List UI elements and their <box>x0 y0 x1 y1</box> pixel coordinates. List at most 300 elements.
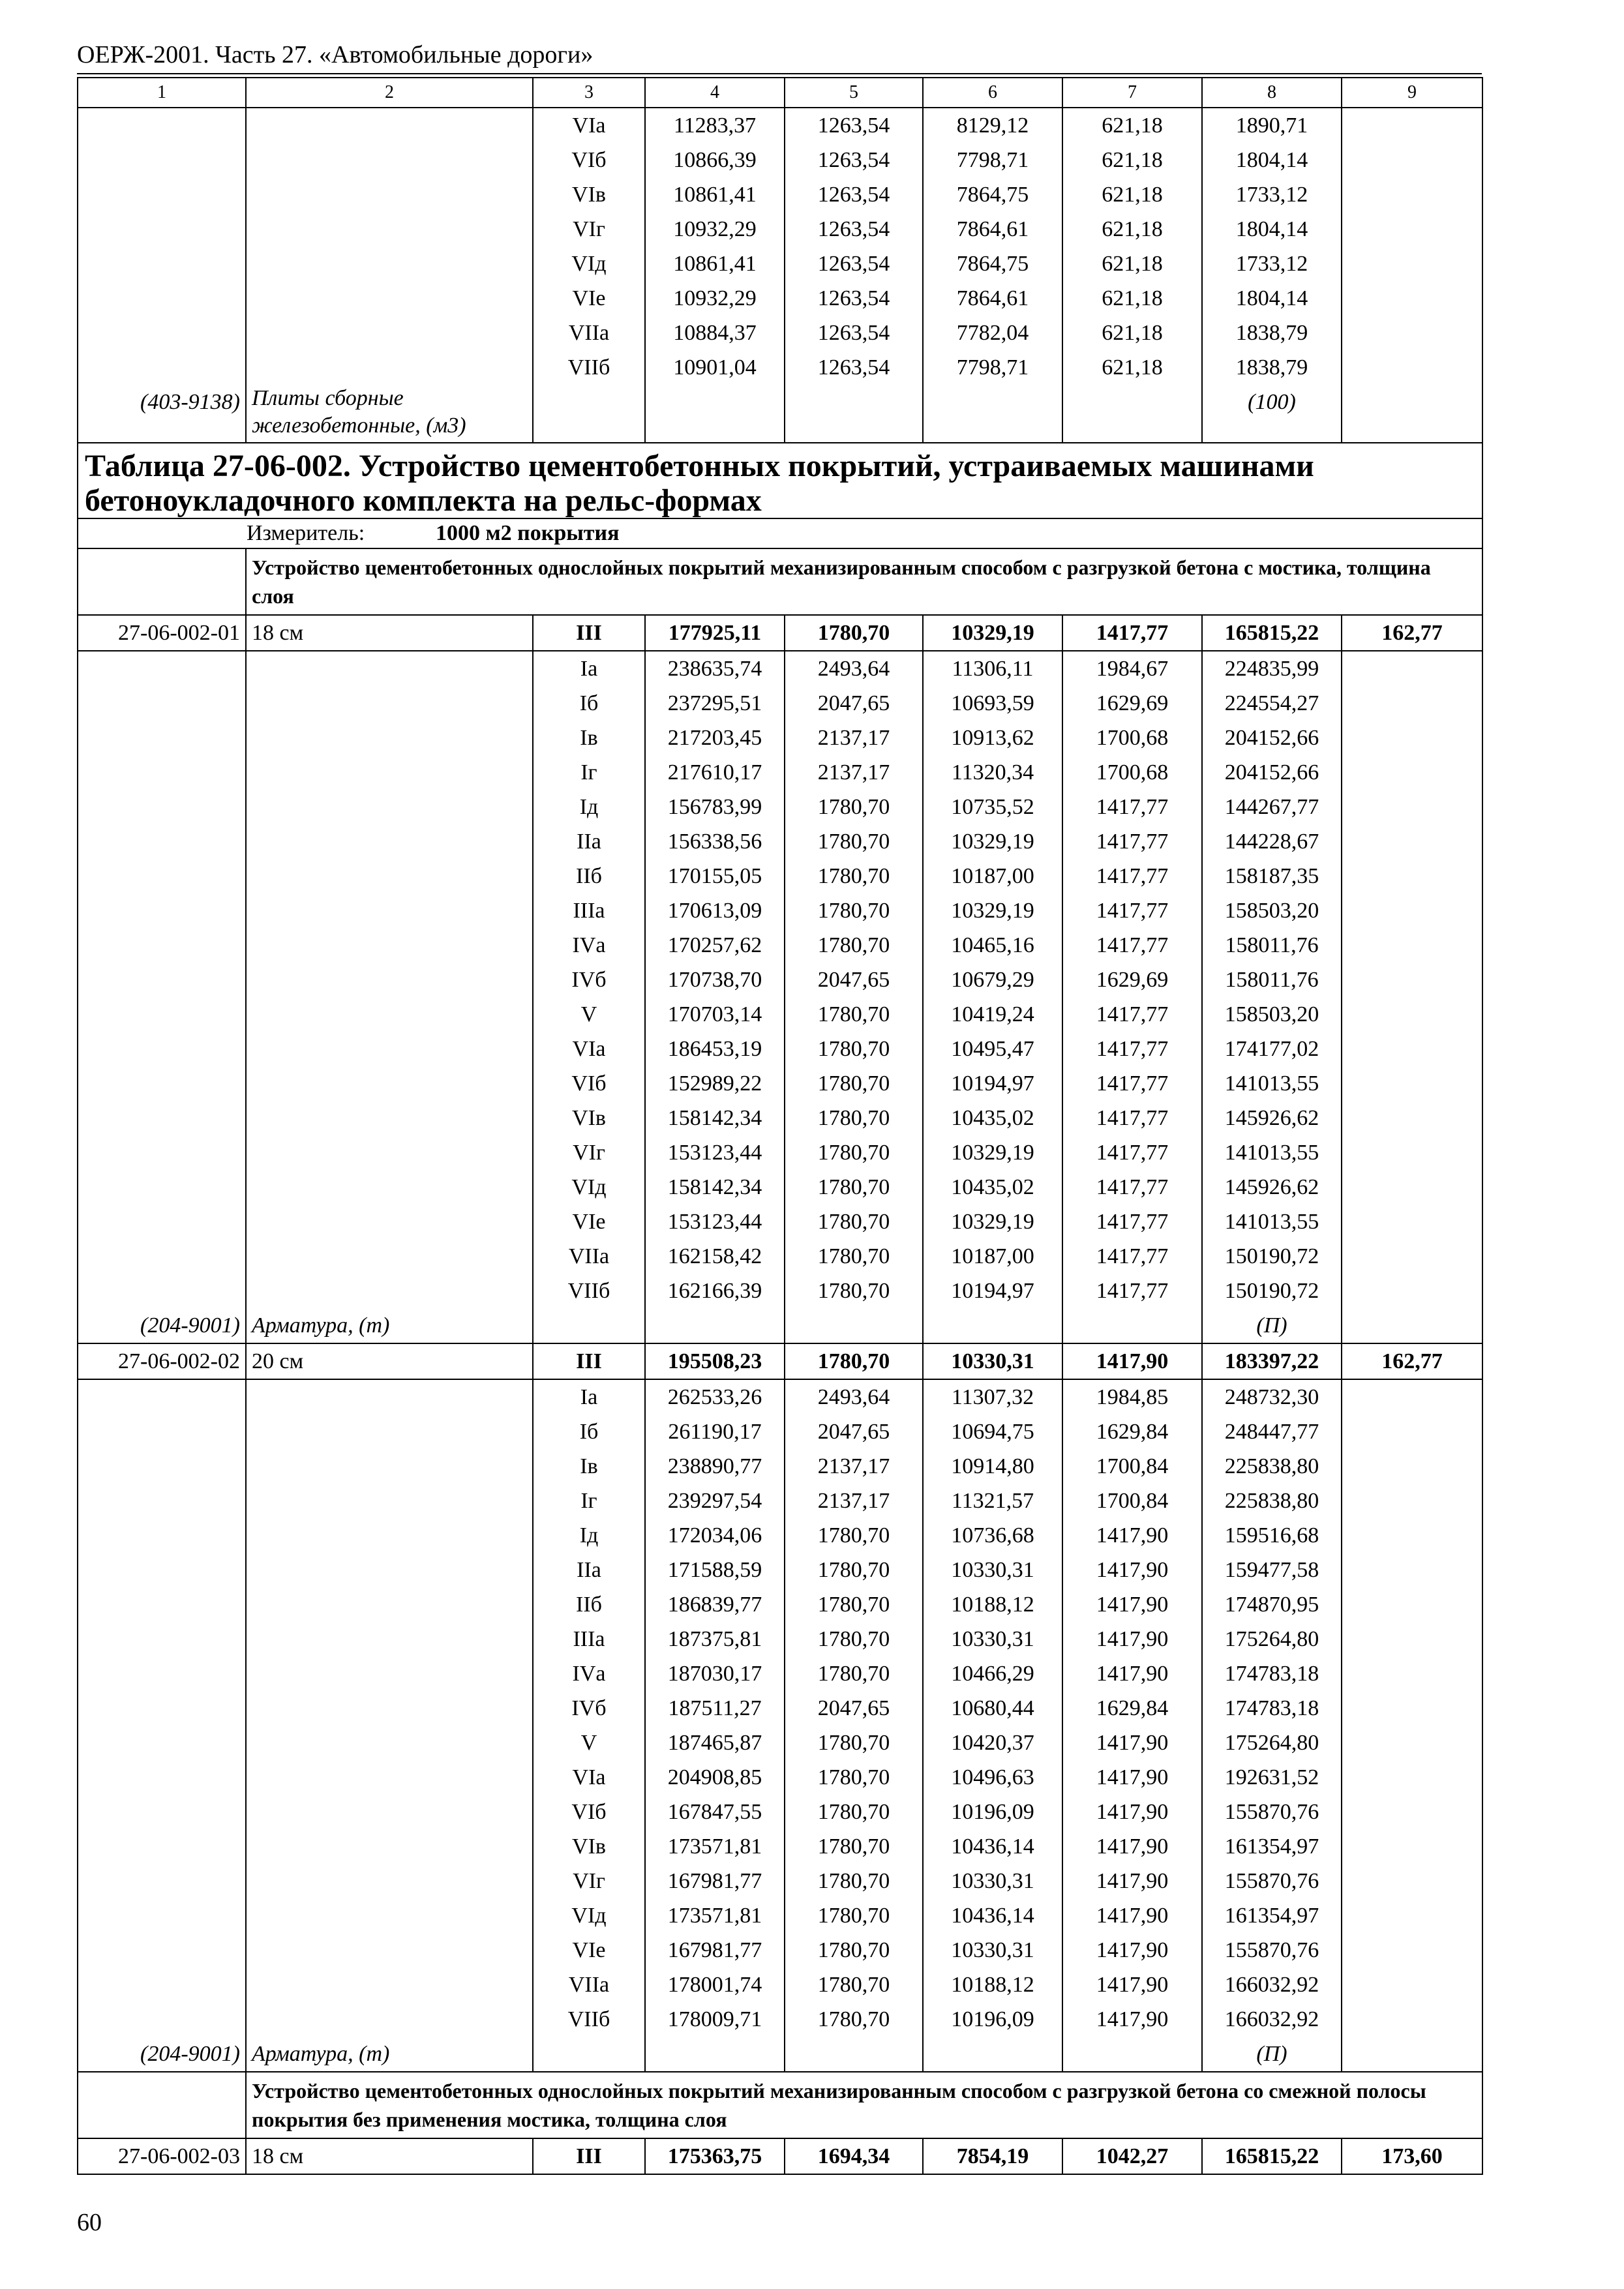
value-cell: 1417,90 <box>1062 1656 1202 1691</box>
table-row <box>78 1239 1482 1274</box>
value-cell: 159477,58 <box>1202 1553 1342 1587</box>
value-cell: 621,18 <box>1062 281 1202 316</box>
value-cell: 10495,47 <box>923 1032 1062 1066</box>
table-row <box>78 212 1482 247</box>
value-cell: 7864,61 <box>923 212 1062 247</box>
name-cell <box>246 1795 533 1829</box>
value-cell: 1263,54 <box>785 350 923 385</box>
value-cell <box>785 385 923 443</box>
value-cell: 2047,65 <box>785 1414 923 1449</box>
value-cell: 1417,77 <box>1062 1170 1202 1204</box>
table-row <box>78 1656 1482 1691</box>
column-number: 4 <box>645 78 785 108</box>
value-cell: 1780,70 <box>785 893 923 928</box>
value-cell: 170155,05 <box>645 859 785 893</box>
value-cell: 167847,55 <box>645 1795 785 1829</box>
name-cell <box>246 790 533 824</box>
value-cell: 621,18 <box>1062 177 1202 212</box>
value-cell: 621,18 <box>1062 350 1202 385</box>
value-cell: 1417,90 <box>1062 1587 1202 1622</box>
value-cell: 1780,70 <box>785 1864 923 1898</box>
name-cell <box>246 1274 533 1308</box>
code-cell <box>78 1622 246 1656</box>
table-row <box>78 1967 1482 2002</box>
value-cell <box>785 1308 923 1343</box>
labor-cell <box>1342 1032 1482 1066</box>
value-cell: 167981,77 <box>645 1864 785 1898</box>
value-cell: 1417,77 <box>1062 1239 1202 1274</box>
zone-cell: VIIа <box>533 1239 645 1274</box>
value-cell: 10187,00 <box>923 1239 1062 1274</box>
labor-cell <box>1342 859 1482 893</box>
zone-cell: IVб <box>533 1691 645 1726</box>
value-cell: 225838,80 <box>1202 1484 1342 1518</box>
value-cell: 1042,27 <box>1062 2138 1202 2174</box>
measure-value: 1000 м2 покрытия <box>436 521 620 545</box>
code-cell <box>78 316 246 350</box>
value-cell: 217203,45 <box>645 721 785 755</box>
empty-cell <box>78 548 246 615</box>
material-name-line: железобетонные, (м3) <box>252 413 466 438</box>
value-cell: 10466,29 <box>923 1656 1062 1691</box>
labor-cell <box>1342 651 1482 686</box>
value-cell: 177925,11 <box>645 615 785 651</box>
zone-cell: VIе <box>533 1204 645 1239</box>
value-cell: 7864,75 <box>923 247 1062 281</box>
material-name-line: Плиты сборные <box>252 386 404 410</box>
labor-cell <box>1342 893 1482 928</box>
value-cell: 2047,65 <box>785 1691 923 1726</box>
zone-cell: VIе <box>533 1933 645 1967</box>
value-cell <box>923 2037 1062 2072</box>
code-cell <box>78 1170 246 1204</box>
value-cell: 10330,31 <box>923 1343 1062 1379</box>
value-cell: 1700,68 <box>1062 721 1202 755</box>
zone-cell: VIIа <box>533 316 645 350</box>
zone-cell: Iа <box>533 651 645 686</box>
zone-cell: III <box>533 1343 645 1379</box>
zone-cell: VIв <box>533 1829 645 1864</box>
labor-cell <box>1342 1967 1482 2002</box>
table-row <box>78 1553 1482 1587</box>
name-cell <box>246 247 533 281</box>
table-row <box>78 963 1482 997</box>
item-code: 27-06-002-03 <box>78 2138 246 2174</box>
table-title: Таблица 27-06-002. Устройство цементобетонных покрытий, устраиваемых машинами бетоноукладочного комплекта на рельс-формах <box>78 443 1482 518</box>
value-cell: 1780,70 <box>785 1518 923 1553</box>
value-cell: 158011,76 <box>1202 963 1342 997</box>
value-cell: 158011,76 <box>1202 928 1342 963</box>
value-cell: 172034,06 <box>645 1518 785 1553</box>
value-cell: 1780,70 <box>785 1587 923 1622</box>
value-cell: 1263,54 <box>785 247 923 281</box>
value-cell: 141013,55 <box>1202 1135 1342 1170</box>
value-cell: 11283,37 <box>645 108 785 143</box>
value-cell: 10694,75 <box>923 1414 1062 1449</box>
name-cell <box>246 1587 533 1622</box>
value-cell: 1700,68 <box>1062 755 1202 790</box>
table-row <box>78 651 1482 686</box>
value-cell: 1780,70 <box>785 1967 923 2002</box>
table-row <box>78 1829 1482 1864</box>
column-number: 9 <box>1342 78 1482 108</box>
value-cell: 1417,77 <box>1062 824 1202 859</box>
table-row <box>78 1691 1482 1726</box>
value-cell: 1417,90 <box>1062 1518 1202 1553</box>
value-cell: 1780,70 <box>785 1101 923 1135</box>
section-note: Устройство цементобетонных однослойных покрытий механизированным способом с разгрузкой бетона с мостика, толщина слоя <box>246 548 1482 615</box>
value-cell <box>533 1308 645 1343</box>
zone-cell: VIд <box>533 1170 645 1204</box>
value-cell: 1780,70 <box>785 1343 923 1379</box>
code-cell <box>78 1032 246 1066</box>
name-cell <box>246 2002 533 2037</box>
labor-cell <box>1342 1204 1482 1239</box>
name-cell <box>246 686 533 721</box>
column-number: 8 <box>1202 78 1342 108</box>
zone-cell: Iв <box>533 1449 645 1484</box>
labor-cell <box>1342 316 1482 350</box>
value-cell: 1780,70 <box>785 1656 923 1691</box>
value-cell: 238635,74 <box>645 651 785 686</box>
value-cell: 1780,70 <box>785 1170 923 1204</box>
value-cell: 162158,42 <box>645 1239 785 1274</box>
empty-cell <box>78 2072 246 2138</box>
value-cell: 1417,90 <box>1062 1726 1202 1760</box>
value-cell: 10913,62 <box>923 721 1062 755</box>
value-cell: 10679,29 <box>923 963 1062 997</box>
labor-cell <box>1342 1379 1482 1414</box>
labor-cell <box>1342 1898 1482 1933</box>
code-cell <box>78 1414 246 1449</box>
code-cell <box>78 1449 246 1484</box>
code-cell <box>78 143 246 177</box>
value-cell: 7864,61 <box>923 281 1062 316</box>
name-cell <box>246 859 533 893</box>
value-cell: 174783,18 <box>1202 1691 1342 1726</box>
zone-cell: IVа <box>533 928 645 963</box>
zone-cell: Iд <box>533 790 645 824</box>
measure-row <box>78 518 1482 548</box>
value-cell: 186839,77 <box>645 1587 785 1622</box>
value-cell: 1417,77 <box>1062 893 1202 928</box>
zone-cell: Iг <box>533 1484 645 1518</box>
value-cell: 150190,72 <box>1202 1239 1342 1274</box>
value-cell: 621,18 <box>1062 247 1202 281</box>
zone-cell: VIд <box>533 247 645 281</box>
zone-cell: VIа <box>533 108 645 143</box>
page-header: ОЕРЖ-2001. Часть 27. «Автомобильные дороги» <box>77 41 594 68</box>
value-cell: 1263,54 <box>785 108 923 143</box>
value-cell: 167981,77 <box>645 1933 785 1967</box>
table-title-row <box>78 443 1482 518</box>
code-cell <box>78 1656 246 1691</box>
code-cell <box>78 859 246 893</box>
material-qty: (100) <box>1202 385 1342 443</box>
value-cell: 1733,12 <box>1202 247 1342 281</box>
value-cell: 10330,31 <box>923 1622 1062 1656</box>
value-cell <box>645 2037 785 2072</box>
code-cell <box>78 1204 246 1239</box>
labor-cell <box>1342 281 1482 316</box>
value-cell: 10680,44 <box>923 1691 1062 1726</box>
value-cell: 1417,77 <box>1062 997 1202 1032</box>
value-cell: 1417,90 <box>1062 1898 1202 1933</box>
code-cell <box>78 824 246 859</box>
table-row <box>78 824 1482 859</box>
material-code: (204-9001) <box>78 2037 246 2072</box>
value-cell: 1780,70 <box>785 824 923 859</box>
code-cell <box>78 281 246 316</box>
zone-cell: IIIа <box>533 893 645 928</box>
value-cell: 7798,71 <box>923 350 1062 385</box>
value-cell: 1417,77 <box>1062 790 1202 824</box>
zone-cell: VIг <box>533 1135 645 1170</box>
value-cell: 174177,02 <box>1202 1032 1342 1066</box>
labor-cell <box>1342 1726 1482 1760</box>
value-cell: 1263,54 <box>785 316 923 350</box>
value-cell: 174870,95 <box>1202 1587 1342 1622</box>
value-cell: 1417,90 <box>1062 1864 1202 1898</box>
value-cell: 145926,62 <box>1202 1101 1342 1135</box>
value-cell: 158503,20 <box>1202 997 1342 1032</box>
code-cell <box>78 1829 246 1864</box>
table-row <box>78 1101 1482 1135</box>
value-cell: 165815,22 <box>1202 615 1342 651</box>
labor-cell <box>1342 1587 1482 1622</box>
name-cell <box>246 928 533 963</box>
value-cell: 1780,70 <box>785 859 923 893</box>
value-cell: 187465,87 <box>645 1726 785 1760</box>
value-cell: 204908,85 <box>645 1760 785 1795</box>
code-cell <box>78 1066 246 1101</box>
value-cell: 10435,02 <box>923 1101 1062 1135</box>
value-cell: 166032,92 <box>1202 1967 1342 2002</box>
labor-cell <box>1342 824 1482 859</box>
value-cell: 1780,70 <box>785 1898 923 1933</box>
column-number: 7 <box>1062 78 1202 108</box>
value-cell: 1417,77 <box>1062 928 1202 963</box>
material-row <box>78 385 1482 443</box>
value-cell: 156783,99 <box>645 790 785 824</box>
value-cell: 10736,68 <box>923 1518 1062 1553</box>
table-row <box>78 1760 1482 1795</box>
value-cell: 621,18 <box>1062 108 1202 143</box>
value-cell: 1838,79 <box>1202 350 1342 385</box>
table-row <box>78 316 1482 350</box>
value-cell: 239297,54 <box>645 1484 785 1518</box>
item-code: 27-06-002-02 <box>78 1343 246 1379</box>
labor-cell <box>1342 1449 1482 1484</box>
value-cell: 10884,37 <box>645 316 785 350</box>
name-cell <box>246 143 533 177</box>
material-code: (403-9138) <box>78 385 246 443</box>
zone-cell: VIа <box>533 1760 645 1795</box>
labor-cell <box>1342 686 1482 721</box>
value-cell: 204152,66 <box>1202 755 1342 790</box>
value-cell: 150190,72 <box>1202 1274 1342 1308</box>
code-cell <box>78 928 246 963</box>
table-row <box>78 1795 1482 1829</box>
value-cell: 2493,64 <box>785 651 923 686</box>
value-cell: 237295,51 <box>645 686 785 721</box>
code-cell <box>78 963 246 997</box>
code-cell <box>78 2002 246 2037</box>
table-row <box>78 721 1482 755</box>
value-cell: 224554,27 <box>1202 686 1342 721</box>
value-cell <box>533 385 645 443</box>
value-cell: 2137,17 <box>785 721 923 755</box>
value-cell: 1780,70 <box>785 928 923 963</box>
value-cell: 10861,41 <box>645 177 785 212</box>
zone-cell: Iг <box>533 755 645 790</box>
value-cell: 153123,44 <box>645 1135 785 1170</box>
value-cell: 1263,54 <box>785 212 923 247</box>
table-row <box>78 1449 1482 1484</box>
labor-cell <box>1342 1553 1482 1587</box>
table-row <box>78 755 1482 790</box>
value-cell: 1780,70 <box>785 1204 923 1239</box>
value-cell <box>1062 1308 1202 1343</box>
value-cell: 1804,14 <box>1202 212 1342 247</box>
name-cell <box>246 1898 533 1933</box>
value-cell: 141013,55 <box>1202 1066 1342 1101</box>
value-cell: 1780,70 <box>785 2002 923 2037</box>
name-cell <box>246 1135 533 1170</box>
value-cell: 1700,84 <box>1062 1449 1202 1484</box>
value-cell: 1417,90 <box>1062 1553 1202 1587</box>
value-cell: 1780,70 <box>785 1032 923 1066</box>
value-cell: 183397,22 <box>1202 1343 1342 1379</box>
value-cell: 261190,17 <box>645 1414 785 1449</box>
value-cell: 158187,35 <box>1202 859 1342 893</box>
zone-cell: VIв <box>533 177 645 212</box>
value-cell <box>923 385 1062 443</box>
measure-label: Измеритель: <box>247 521 365 545</box>
value-cell: 224835,99 <box>1202 651 1342 686</box>
value-cell: 1417,77 <box>1062 1135 1202 1170</box>
value-cell: 10188,12 <box>923 1587 1062 1622</box>
value-cell: 1417,77 <box>1062 1101 1202 1135</box>
value-cell: 1417,90 <box>1062 1343 1202 1379</box>
value-cell: 10330,31 <box>923 1553 1062 1587</box>
labor-cell <box>1342 212 1482 247</box>
labor-cell <box>1342 721 1482 755</box>
value-cell: 165815,22 <box>1202 2138 1342 2174</box>
value-cell <box>645 385 785 443</box>
value-cell: 1804,14 <box>1202 281 1342 316</box>
value-cell: 1984,67 <box>1062 651 1202 686</box>
item-code: 27-06-002-01 <box>78 615 246 651</box>
column-number: 2 <box>246 78 533 108</box>
value-cell: 170257,62 <box>645 928 785 963</box>
value-cell: 7782,04 <box>923 316 1062 350</box>
item-name: 18 см <box>246 615 533 651</box>
code-cell <box>78 1239 246 1274</box>
name-cell <box>246 1484 533 1518</box>
zone-cell: IIб <box>533 859 645 893</box>
name-cell <box>246 1726 533 1760</box>
zone-cell: Iв <box>533 721 645 755</box>
labor-cell <box>1342 1864 1482 1898</box>
value-cell: 155870,76 <box>1202 1864 1342 1898</box>
value-cell <box>533 2037 645 2072</box>
table-row <box>78 686 1482 721</box>
zone-cell: VIIб <box>533 350 645 385</box>
code-cell <box>78 1484 246 1518</box>
item-name: 18 см <box>246 2138 533 2174</box>
labor-cell <box>1342 1170 1482 1204</box>
value-cell: 10735,52 <box>923 790 1062 824</box>
material-name <box>246 385 533 443</box>
value-cell: 162,77 <box>1342 615 1482 651</box>
code-cell <box>78 1553 246 1587</box>
table-row <box>78 859 1482 893</box>
zone-cell: VIб <box>533 1066 645 1101</box>
value-cell: 1780,70 <box>785 997 923 1032</box>
value-cell <box>1062 2037 1202 2072</box>
value-cell: 175264,80 <box>1202 1622 1342 1656</box>
column-number: 6 <box>923 78 1062 108</box>
labor-cell <box>1342 2002 1482 2037</box>
name-cell <box>246 108 533 143</box>
value-cell: 1417,77 <box>1062 615 1202 651</box>
value-cell: 1417,77 <box>1062 1032 1202 1066</box>
table-row <box>78 997 1482 1032</box>
value-cell: 10330,31 <box>923 1933 1062 1967</box>
labor-cell <box>1342 1829 1482 1864</box>
code-cell <box>78 247 246 281</box>
zone-cell: VIг <box>533 1864 645 1898</box>
name-cell <box>246 997 533 1032</box>
labor-cell <box>1342 755 1482 790</box>
value-cell: 238890,77 <box>645 1449 785 1484</box>
value-cell: 1263,54 <box>785 281 923 316</box>
zone-cell: VIб <box>533 1795 645 1829</box>
code-cell <box>78 1795 246 1829</box>
labor-cell <box>1342 1308 1482 1343</box>
code-cell <box>78 686 246 721</box>
code-cell <box>78 1135 246 1170</box>
column-number: 3 <box>533 78 645 108</box>
header-rule <box>77 73 1482 74</box>
name-cell <box>246 1967 533 2002</box>
code-cell <box>78 1760 246 1795</box>
material-row <box>78 2037 1482 2072</box>
name-cell <box>246 1518 533 1553</box>
name-cell <box>246 1239 533 1274</box>
name-cell <box>246 177 533 212</box>
value-cell: 217610,17 <box>645 755 785 790</box>
value-cell: 2137,17 <box>785 755 923 790</box>
value-cell: 10194,97 <box>923 1066 1062 1101</box>
zone-cell: IVа <box>533 1656 645 1691</box>
value-cell: 175363,75 <box>645 2138 785 2174</box>
zone-cell: III <box>533 615 645 651</box>
name-cell <box>246 316 533 350</box>
value-cell: 170703,14 <box>645 997 785 1032</box>
value-cell: 1804,14 <box>1202 143 1342 177</box>
value-cell: 173571,81 <box>645 1898 785 1933</box>
value-cell: 152989,22 <box>645 1066 785 1101</box>
name-cell <box>246 1101 533 1135</box>
labor-cell <box>1342 1622 1482 1656</box>
value-cell: 145926,62 <box>1202 1170 1342 1204</box>
zone-cell: IVб <box>533 963 645 997</box>
value-cell <box>923 1308 1062 1343</box>
value-cell: 1629,84 <box>1062 1414 1202 1449</box>
value-cell: 2493,64 <box>785 1379 923 1414</box>
